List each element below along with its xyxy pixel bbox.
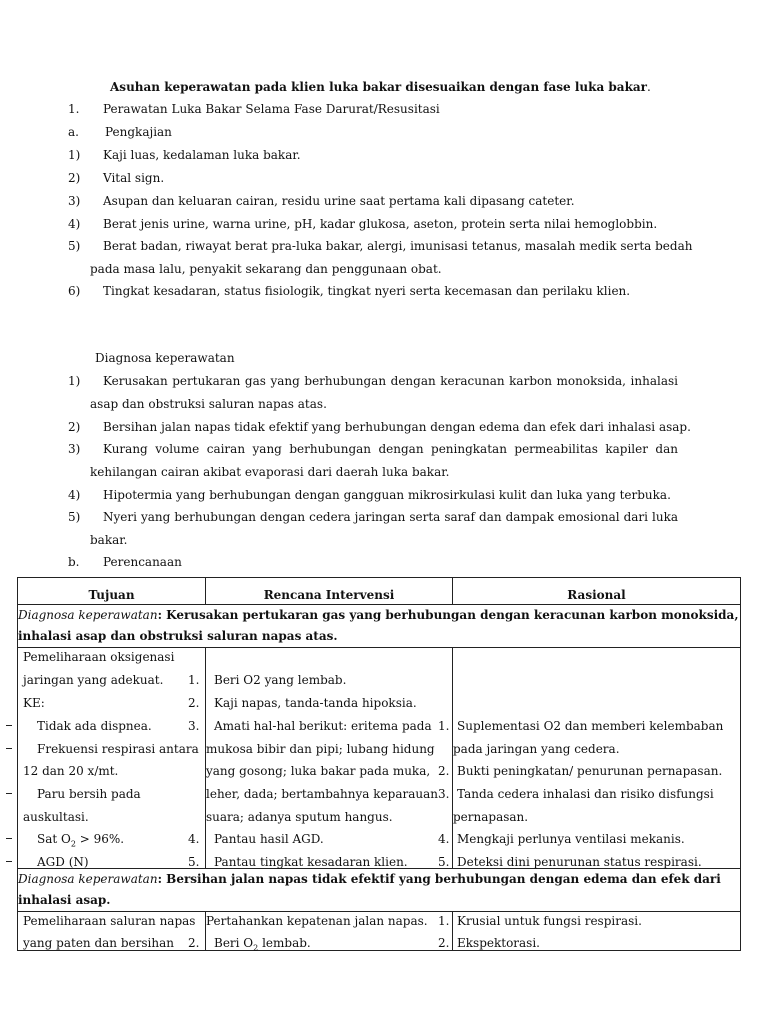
item-number: 1) (68, 374, 81, 388)
list-item (68, 488, 671, 502)
diagnosa-lead: Diagnosa keperawatan (18, 608, 158, 622)
header-rasional: Rasional (567, 588, 626, 602)
rasional-number: 5. (438, 855, 450, 869)
sat-subscript: 2 (70, 839, 76, 849)
item-number: 3) (68, 442, 81, 456)
bullet-dash (6, 725, 12, 726)
tujuan-line: AGD (N) (37, 855, 89, 869)
diagnosa-cell (18, 869, 741, 912)
list-item (68, 239, 692, 253)
tujuan-line: Paru bersih pada (37, 787, 141, 801)
rasional-line: pernapasan. (453, 810, 529, 824)
list-item (68, 510, 678, 524)
table-header-row (18, 578, 741, 605)
rasional-line: Mengkaji perlunya ventilasi mekanis. (457, 832, 685, 846)
tujuan-line: Pemeliharaan oksigenasi (23, 650, 175, 664)
bullet-dash (6, 838, 12, 839)
sat-label: Sat O (37, 832, 71, 846)
tujuan-cell (18, 648, 206, 869)
header-cell (206, 578, 453, 605)
bullet-dash (6, 748, 12, 749)
section-number: 1. (68, 102, 80, 116)
list-item-continuation: kehilangan cairan akibat evaporasi dari daerah luka bakar. (90, 465, 450, 479)
list-item (68, 171, 164, 185)
list-item-continuation: pada masa lalu, penyakit sekarang dan penggunaan obat. (90, 262, 442, 276)
diagnosa-lead: Diagnosa keperawatan (18, 872, 158, 886)
list-item (68, 148, 301, 162)
item-text: Asupan dan keluaran cairan, residu urine saat pertama kali dipasang cateter. (103, 194, 575, 208)
intervensi-number: 5. (188, 855, 200, 869)
intervensi-line: Pantau tingkat kesadaran klien. (214, 855, 408, 869)
intervensi-line: Beri O2 yang lembab. (214, 673, 347, 687)
intervensi-line: mukosa bibir dan pipi; lubang hidung (206, 742, 435, 756)
document-title (110, 80, 651, 94)
table-row (18, 912, 741, 951)
item-number: 4) (68, 217, 81, 231)
item-number: 6) (68, 284, 81, 298)
o2-rest: lembab. (258, 936, 311, 950)
rasional-cell (453, 912, 741, 951)
item-text: Kurang volume cairan yang berhubungan dengan peningkatan permeabilitas kapiler dan (103, 442, 678, 456)
bullet-dash (6, 793, 12, 794)
intervensi-line: leher, dada; bertambahnya keparauan (206, 787, 438, 801)
item-number: 4) (68, 488, 81, 502)
subsection-a (68, 125, 172, 139)
item-text: Nyeri yang berhubungan dengan cedera jaringan serta saraf dan dampak emosional dari luka (103, 510, 678, 524)
rasional-line: Bukti peningkatan/ penurunan pernapasan. (457, 764, 723, 778)
intervensi-number: 3. (188, 719, 200, 733)
title-text: Asuhan keperawatan pada klien luka bakar disesuaikan dengan fase luka bakar (110, 80, 647, 94)
diagnosa-heading: Diagnosa keperawatan (95, 351, 235, 365)
intervensi-number: 2. (188, 936, 200, 950)
title-period: . (646, 80, 651, 94)
intervensi-cell (206, 912, 453, 951)
intervensi-line: Kaji napas, tanda-tanda hipoksia. (214, 696, 417, 710)
o2-label: Beri O (214, 936, 254, 950)
sat-value: > 96%. (75, 832, 125, 846)
subsection-label: Pengkajian (105, 125, 172, 139)
tujuan-line: yang paten dan bersihan (23, 936, 174, 950)
tujuan-line: Tidak ada dispnea. (37, 719, 152, 733)
item-text: Kerusakan pertukaran gas yang berhubungan dengan keracunan karbon monoksida, inhalasi (103, 374, 678, 388)
table-row (18, 648, 741, 869)
rasional-number: 2. (438, 764, 450, 778)
diagnosa-text: : Bersihan jalan napas tidak efektif yang berhubungan dengan edema dan efek dari (157, 872, 721, 886)
diagnosa-row (18, 605, 741, 648)
o2-subscript: 2 (253, 943, 259, 953)
subsection-letter: b. (68, 555, 80, 569)
subsection-label: Perencanaan (103, 555, 182, 569)
rasional-line: Krusial untuk fungsi respirasi. (457, 914, 642, 928)
rasional-number: 2. (438, 936, 450, 950)
header-cell (453, 578, 741, 605)
tujuan-line: jaringan yang adekuat. (23, 673, 164, 687)
rasional-line: Deteksi dini penurunan status respirasi. (457, 855, 702, 869)
tujuan-cell (18, 912, 206, 951)
rasional-number: 1. (438, 914, 450, 928)
section-label: Perawatan Luka Bakar Selama Fase Darurat/Resusitasi (103, 102, 440, 116)
subsection-b (68, 555, 182, 569)
header-intervensi: Rencana Intervensi (263, 588, 395, 602)
item-text: Kaji luas, kedalaman luka bakar. (103, 148, 301, 162)
plan-table (17, 577, 741, 951)
tujuan-line: KE: (23, 696, 45, 710)
item-text: Berat jenis urine, warna urine, pH, kadar glukosa, aseton, protein serta nilai hemoglobbin. (103, 217, 658, 231)
list-item-continuation: bakar. (90, 533, 128, 547)
item-number: 5) (68, 510, 81, 524)
intervensi-number: 4. (188, 832, 200, 846)
header-tujuan: Tujuan (88, 588, 135, 602)
rasional-number: 1. (438, 719, 450, 733)
item-number: 1) (68, 148, 81, 162)
intervensi-line: suara; adanya sputum hangus. (206, 810, 393, 824)
header-cell (18, 578, 206, 605)
intervensi-line (214, 936, 311, 955)
intervensi-number: 1. (188, 673, 200, 687)
list-item (68, 374, 678, 388)
rasional-line: Suplementasi O2 dan memberi kelembaban (457, 719, 724, 733)
item-number: 2) (68, 420, 81, 434)
rasional-line: Tanda cedera inhalasi dan risiko disfungsi (457, 787, 714, 801)
intervensi-number: 2. (188, 696, 200, 710)
intervensi-line: Pertahankan kepatenan jalan napas. (206, 914, 428, 928)
list-item (68, 194, 575, 208)
intervensi-line: yang gosong; luka bakar pada muka, (206, 764, 431, 778)
tujuan-line: Pemeliharaan saluran napas (23, 914, 196, 928)
tujuan-line: Frekuensi respirasi antara (37, 742, 199, 756)
item-text: Hipotermia yang berhubungan dengan gangguan mikrosirkulasi kulit dan luka yang terbuka. (103, 488, 671, 502)
list-item-continuation: asap dan obstruksi saluran napas atas. (90, 397, 327, 411)
item-number: 5) (68, 239, 81, 253)
item-number: 2) (68, 171, 81, 185)
tujuan-line (37, 832, 124, 851)
rasional-number: 3. (438, 787, 450, 801)
item-number: 3) (68, 194, 81, 208)
item-text: Berat badan, riwayat berat pra-luka bakar, alergi, imunisasi tetanus, masalah medik serta bedah (103, 239, 693, 253)
rasional-line: pada jaringan yang cedera. (453, 742, 620, 756)
diagnosa-text-cont: inhalasi asap. (18, 893, 111, 907)
list-item (68, 284, 630, 298)
intervensi-line: Amati hal-hal berikut: eritema pada (214, 719, 432, 733)
intervensi-cell (206, 648, 453, 869)
list-item (68, 217, 657, 231)
section-heading (68, 102, 440, 116)
rasional-cell (453, 648, 741, 869)
tujuan-line: 12 dan 20 x/mt. (23, 764, 119, 778)
subsection-letter: a. (68, 125, 79, 139)
rasional-line: Ekspektorasi. (457, 936, 540, 950)
list-item (68, 420, 691, 434)
item-text: Vital sign. (103, 171, 165, 185)
diagnosa-text: : Kerusakan pertukaran gas yang berhubungan dengan keracunan karbon monoksida, (157, 608, 739, 622)
diagnosa-row (18, 869, 741, 912)
item-text: Bersihan jalan napas tidak efektif yang berhubungan dengan edema dan efek dari inhalasi asap. (103, 420, 691, 434)
rasional-number: 4. (438, 832, 450, 846)
diagnosa-cell (18, 605, 741, 648)
intervensi-line: Pantau hasil AGD. (214, 832, 324, 846)
diagnosa-text-cont: inhalasi asap dan obstruksi saluran napas atas. (18, 629, 338, 643)
list-item (68, 442, 678, 456)
item-text: Tingkat kesadaran, status fisiologik, tingkat nyeri serta kecemasan dan perilaku klien. (103, 284, 631, 298)
bullet-dash (6, 861, 12, 862)
tujuan-line: auskultasi. (23, 810, 89, 824)
